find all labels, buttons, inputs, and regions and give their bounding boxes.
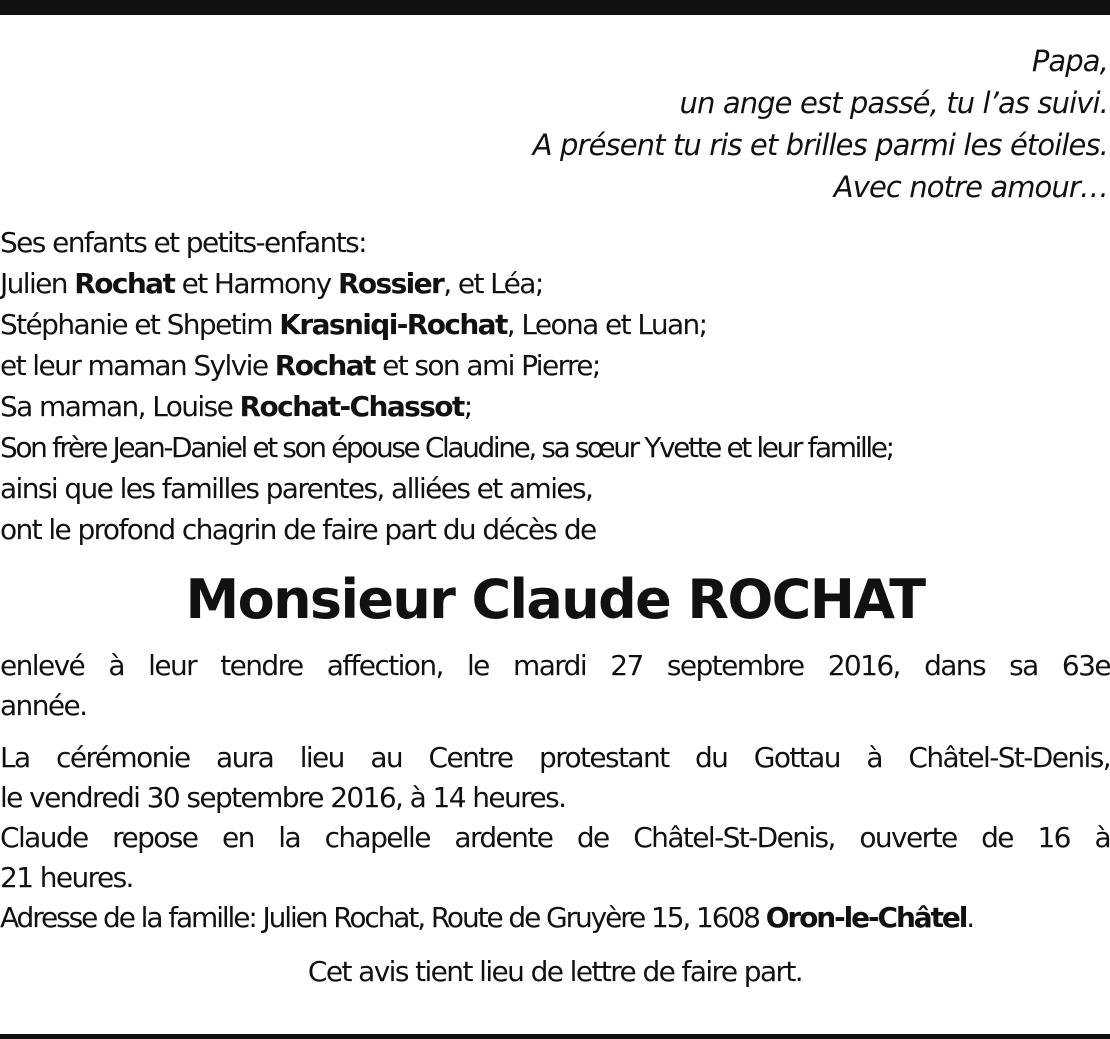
ceremony-line-3: Claude repose en la chapelle ardente de Châtel-St-Denis, ouverte de 16 à	[0, 821, 1110, 854]
bottom-border-rule	[0, 1034, 1110, 1039]
family-line-mother-of-children: et leur maman Sylvie Rochat et son ami Pierre;	[0, 349, 600, 382]
surname: Rochat	[274, 349, 375, 382]
family-line-relatives: ainsi que les familles parentes, alliées et amies,	[0, 472, 593, 505]
poem-verse	[0, 40, 1110, 208]
ceremony-line-1: La cérémonie aura lieu au Centre protestant du Gottau à Châtel-St-Denis,	[0, 741, 1110, 774]
family-intro: Ses enfants et petits-enfants:	[0, 226, 366, 259]
poem-line-3: A présent tu ris et brilles parmi les étoiles.	[532, 128, 1108, 162]
family-line-siblings: Son frère Jean-Daniel et son épouse Claudine, sa sœur Yvette et leur famille;	[0, 431, 893, 464]
deceased-name: Monsieur Claude ROCHAT	[185, 568, 925, 631]
family-list	[0, 222, 1110, 550]
surname: Rochat-Chassot	[239, 390, 464, 423]
ceremony-line-4: 21 heures.	[0, 861, 133, 894]
poem-line-2: un ange est passé, tu l’as suivi.	[679, 86, 1108, 120]
poem-line-1: Papa,	[1031, 44, 1108, 78]
family-address: Adresse de la famille: Julien Rochat, Route de Gruyère 15, 1608 Oron-le-Châtel.	[0, 901, 974, 934]
poem-line-4: Avec notre amour…	[833, 170, 1108, 204]
obituary-notice	[0, 40, 1110, 992]
surname: Rossier	[337, 267, 444, 300]
top-border-rule	[0, 0, 1110, 15]
family-line-announcement: ont le profond chagrin de faire part du décès de	[0, 513, 596, 546]
death-notice-line-2: année.	[0, 689, 87, 722]
closing-statement: Cet avis tient lieu de lettre de faire part.	[307, 955, 803, 988]
surname: Rochat	[74, 267, 175, 300]
surname: Krasniqi-Rochat	[279, 308, 507, 341]
ceremony-details	[0, 738, 1110, 938]
death-notice	[0, 646, 1110, 726]
address-town: Oron-le-Châtel	[765, 901, 967, 934]
family-line-mother: Sa maman, Louise Rochat-Chassot;	[0, 390, 472, 423]
death-notice-line-1: enlevé à leur tendre affection, le mardi 27 septembre 2016, dans sa 63e	[0, 649, 1110, 682]
family-line-children-2: Stéphanie et Shpetim Krasniqi-Rochat, Leona et Luan;	[0, 308, 707, 341]
family-line-children-1: Julien Rochat et Harmony Rossier, et Léa;	[0, 267, 543, 300]
ceremony-line-2: le vendredi 30 septembre 2016, à 14 heures.	[0, 781, 566, 814]
